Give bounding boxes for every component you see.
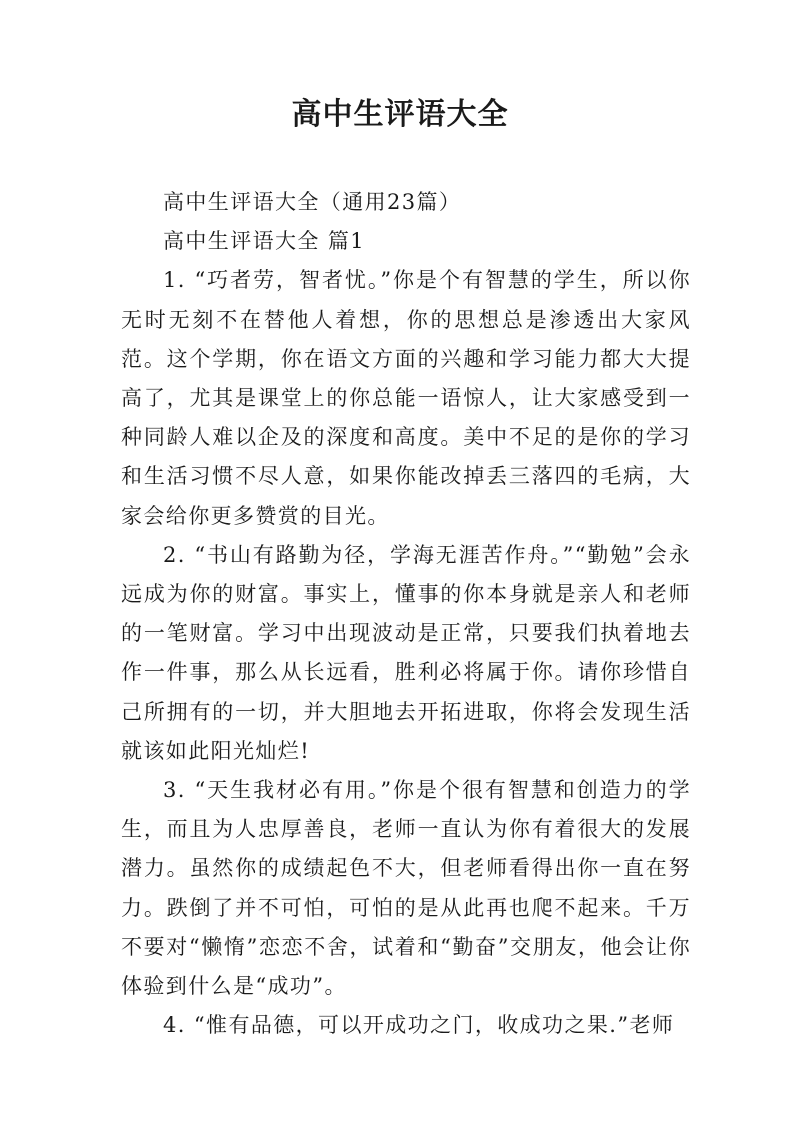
comment-paragraph-3: 3. “天生我材必有用。”你是个很有智慧和创造力的学生，而且为人忠厚善良，老师一直认为你有着很大的发展潜力。虽然你的成绩起色不大，但老师看得出你一直在努力。跌倒了并不可怕，可怕的是从此再也爬不起来。千万不要对“懒惰”恋恋不舍，试着和“勤奋”交朋友，他会让你体验到什么是“成功”。 (121, 778, 691, 999)
comment-paragraph-1: 1. “巧者劳，智者忧。”你是个有智慧的学生，所以你无时无刻不在替他人着想，你的思想总是渗透出大家风范。这个学期，你在语文方面的兴趣和学习能力都大大提高了，尤其是课堂上的你总能一语惊人，让大家感受到一种同龄人难以企及的深度和高度。美中不足的是你的学习和生活习惯不尽人意，如果你能改掉丢三落四的毛病，大家会给你更多赞赏的目光。 (121, 268, 691, 528)
comment-paragraph-4: 4. “惟有品德，可以开成功之门，收成功之果.”老师 (163, 1013, 675, 1038)
comment-paragraph-2: 2. “书山有路勤为径，学海无涯苦作舟。”“勤勉”会永远成为你的财富。事实上，懂事的你本身就是亲人和老师的一笔财富。学习中出现波动是正常，只要我们执着地去作一件事，那么从长远看，胜利必将属于你。请你珍惜自己所拥有的一切，并大胆地去开拓进取，你将会发现生活就该如此阳光灿烂! (121, 542, 691, 763)
document-subtitle: 高中生评语大全（通用23篇） (163, 190, 462, 214)
section-heading: 高中生评语大全 篇1 (163, 229, 366, 254)
document-body (121, 183, 691, 1045)
document-title: 高中生评语大全 (291, 97, 509, 132)
